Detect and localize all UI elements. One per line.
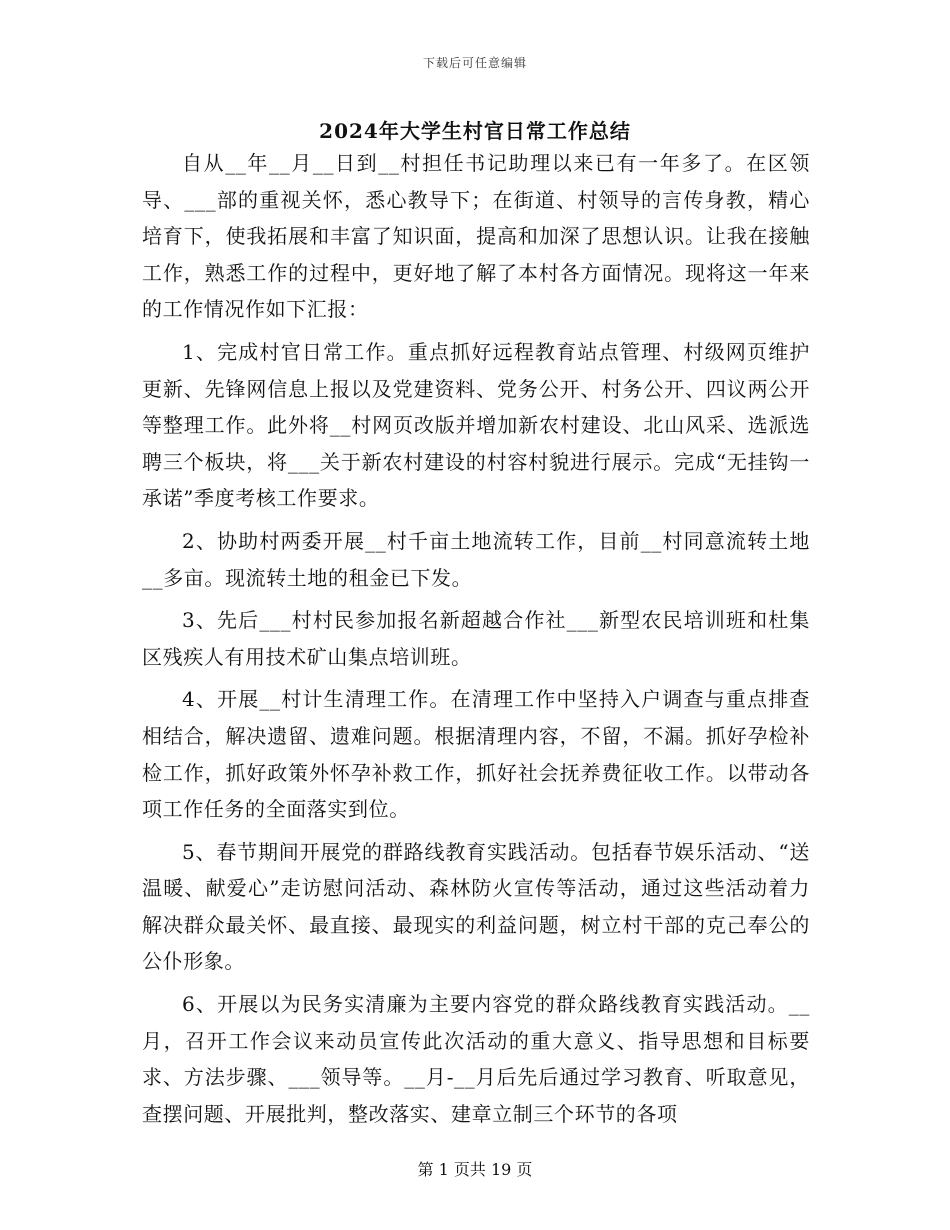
intro-paragraph: 自从__年__月__日到__村担任书记助理以来已有一年多了。在区领导、___部的重视关怀，悉心教导下；在街道、村领导的言传身教，精心培育下，使我拓展和丰富了知识面，提高和加深了思想认识。让我在接触工作，熟悉工作的过程中，更好地了解了本村各方面情况。现将这一年来的工作情况作如下汇报： <box>142 151 810 322</box>
item-paragraph: 4、开展__村计生清理工作。在清理工作中坚持入户调查与重点排查相结合，解决遗留、遗难问题。根据清理内容，不留，不漏。抓好孕检补检工作，抓好政策外怀孕补救工作，抓好社会抚养费征收工作。以带动各项工作任务的全面落实到位。 <box>142 687 810 822</box>
item-paragraph: 3、先后___村村民参加报名新超越合作社___新型农民培训班和杜集区残疾人有用技术矿山集点培训班。 <box>142 608 810 669</box>
header-note: 下载后可任意编辑 <box>422 56 527 70</box>
item-paragraph: 5、春节期间开展党的群路线教育实践活动。包括春节娱乐活动、“送温暖、献爱心”走访慰问活动、森林防火宣传等活动，通过这些活动着力解决群众最关怀、最直接、最现实的利益问题，树立村干部的克己奉公的公仆形象。 <box>142 839 810 974</box>
document-body <box>142 145 810 1138</box>
item-paragraph: 2、协助村两委开展__村千亩土地流转工作，目前__村同意流转土地__多亩。现流转土地的租金已下发。 <box>142 528 810 590</box>
item-paragraph: 1、完成村官日常工作。重点抓好远程教育站点管理、村级网页维护更新、先锋网信息上报以及党建资料、党务公开、村务公开、四议两公开等整理工作。此外将__村网页改版并增加新农村建设、北山风采、选派选聘三个板块，将___关于新农村建设的村容村貌进行展示。完成“无挂钩一承诺”季度考核工作要求。 <box>142 339 810 511</box>
page-number: 第 1 页共 19 页 <box>417 1160 533 1179</box>
item-paragraph: 6、开展以为民务实清廉为主要内容党的群众路线教育实践活动。__月，召开工作会议来动员宣传此次活动的重大意义、指导思想和目标要求、方法步骤、___领导等。__月-__月后先后通过学习教育、听取意见，查摆问题、开展批判，整改落实、建章立制三个环节的各项 <box>142 992 810 1126</box>
document-title: 2024年大学生村官日常工作总结 <box>319 119 631 143</box>
